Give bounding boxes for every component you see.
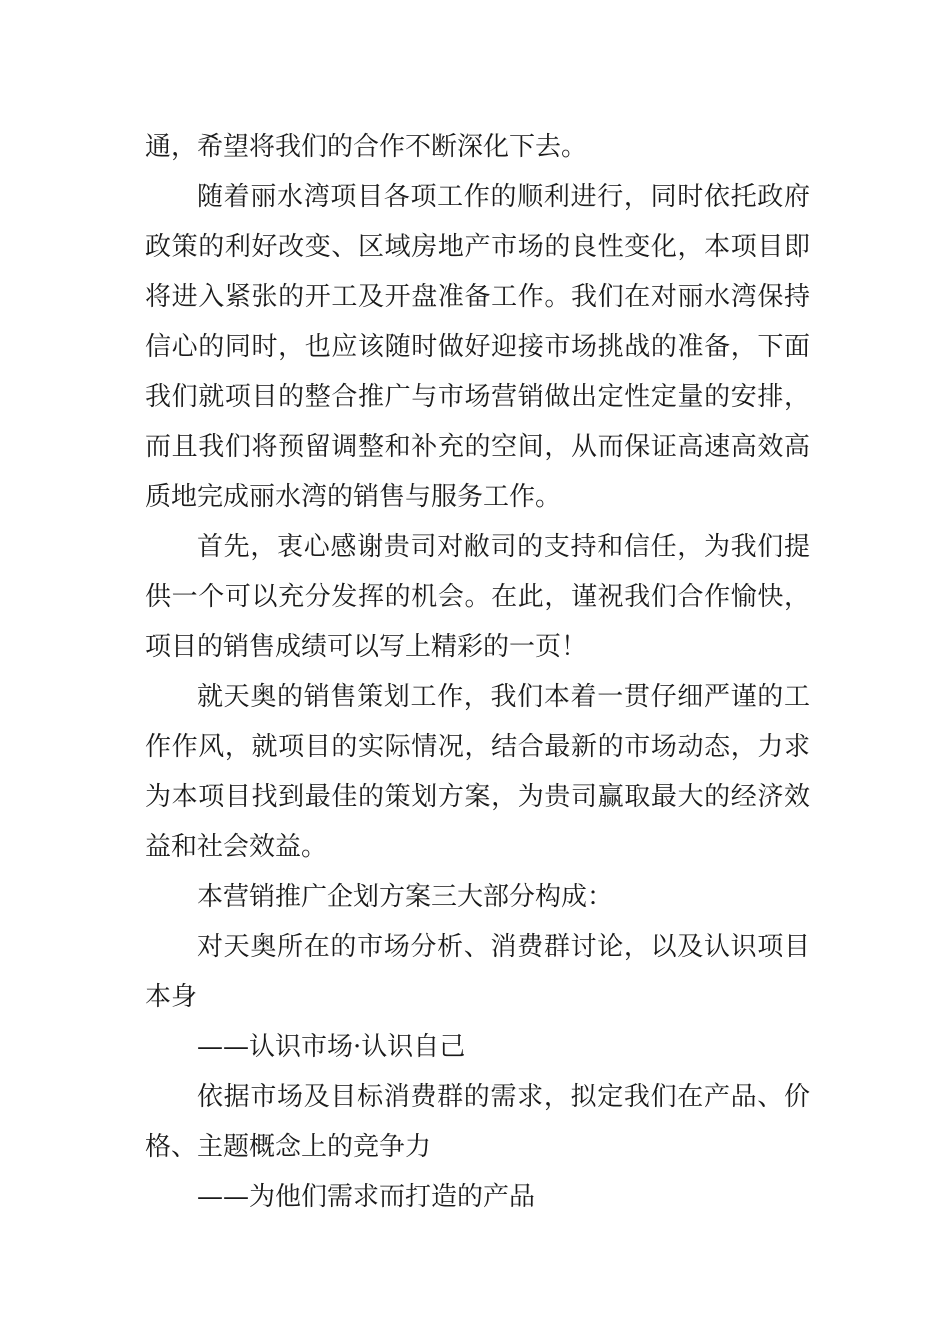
paragraph-thanks: 首先，衷心感谢贵司对敝司的支持和信任，为我们提供一个可以充分发挥的机会。在此，谨祝我们合作愉快，项目的销售成绩可以写上精彩的一页！ — [145, 532, 810, 662]
paragraph-planning-work: 就天奥的销售策划工作，我们本着一贯仔细严谨的工作作风，就项目的实际情况，结合最新的市场动态，力求为本项目找到最佳的策划方案，为贵司赢取最大的经济效益和社会效益。 — [145, 682, 810, 862]
paragraph-part-one: 对天奥所在的市场分析、消费群讨论，以及认识项目本身 — [145, 932, 810, 1012]
paragraph-plan-structure: 本营销推广企划方案三大部分构成： — [197, 882, 614, 912]
paragraph-continuation: 通，希望将我们的合作不断深化下去。 — [145, 132, 588, 162]
paragraph-part-one-subtitle: ——认识市场·认识自己 — [197, 1032, 466, 1062]
paragraph-part-two: 依据市场及目标消费群的需求，拟定我们在产品、价格、主题概念上的竞争力 — [145, 1082, 810, 1162]
paragraph-project-progress: 随着丽水湾项目各项工作的顺利进行，同时依托政府政策的利好改变、区域房地产市场的良性变化，本项目即将进入紧张的开工及开盘准备工作。我们在对丽水湾保持信心的同时，也应该随时做好迎接市场挑战的准备，下面我们就项目的整合推广与市场营销做出定性定量的安排，而且我们将预留调整和补充的空间，从而保证高速高效高质地完成丽水湾的销售与服务工作。 — [145, 182, 810, 512]
document-body — [145, 122, 810, 1222]
paragraph-part-two-subtitle: ——为他们需求而打造的产品 — [197, 1182, 536, 1212]
